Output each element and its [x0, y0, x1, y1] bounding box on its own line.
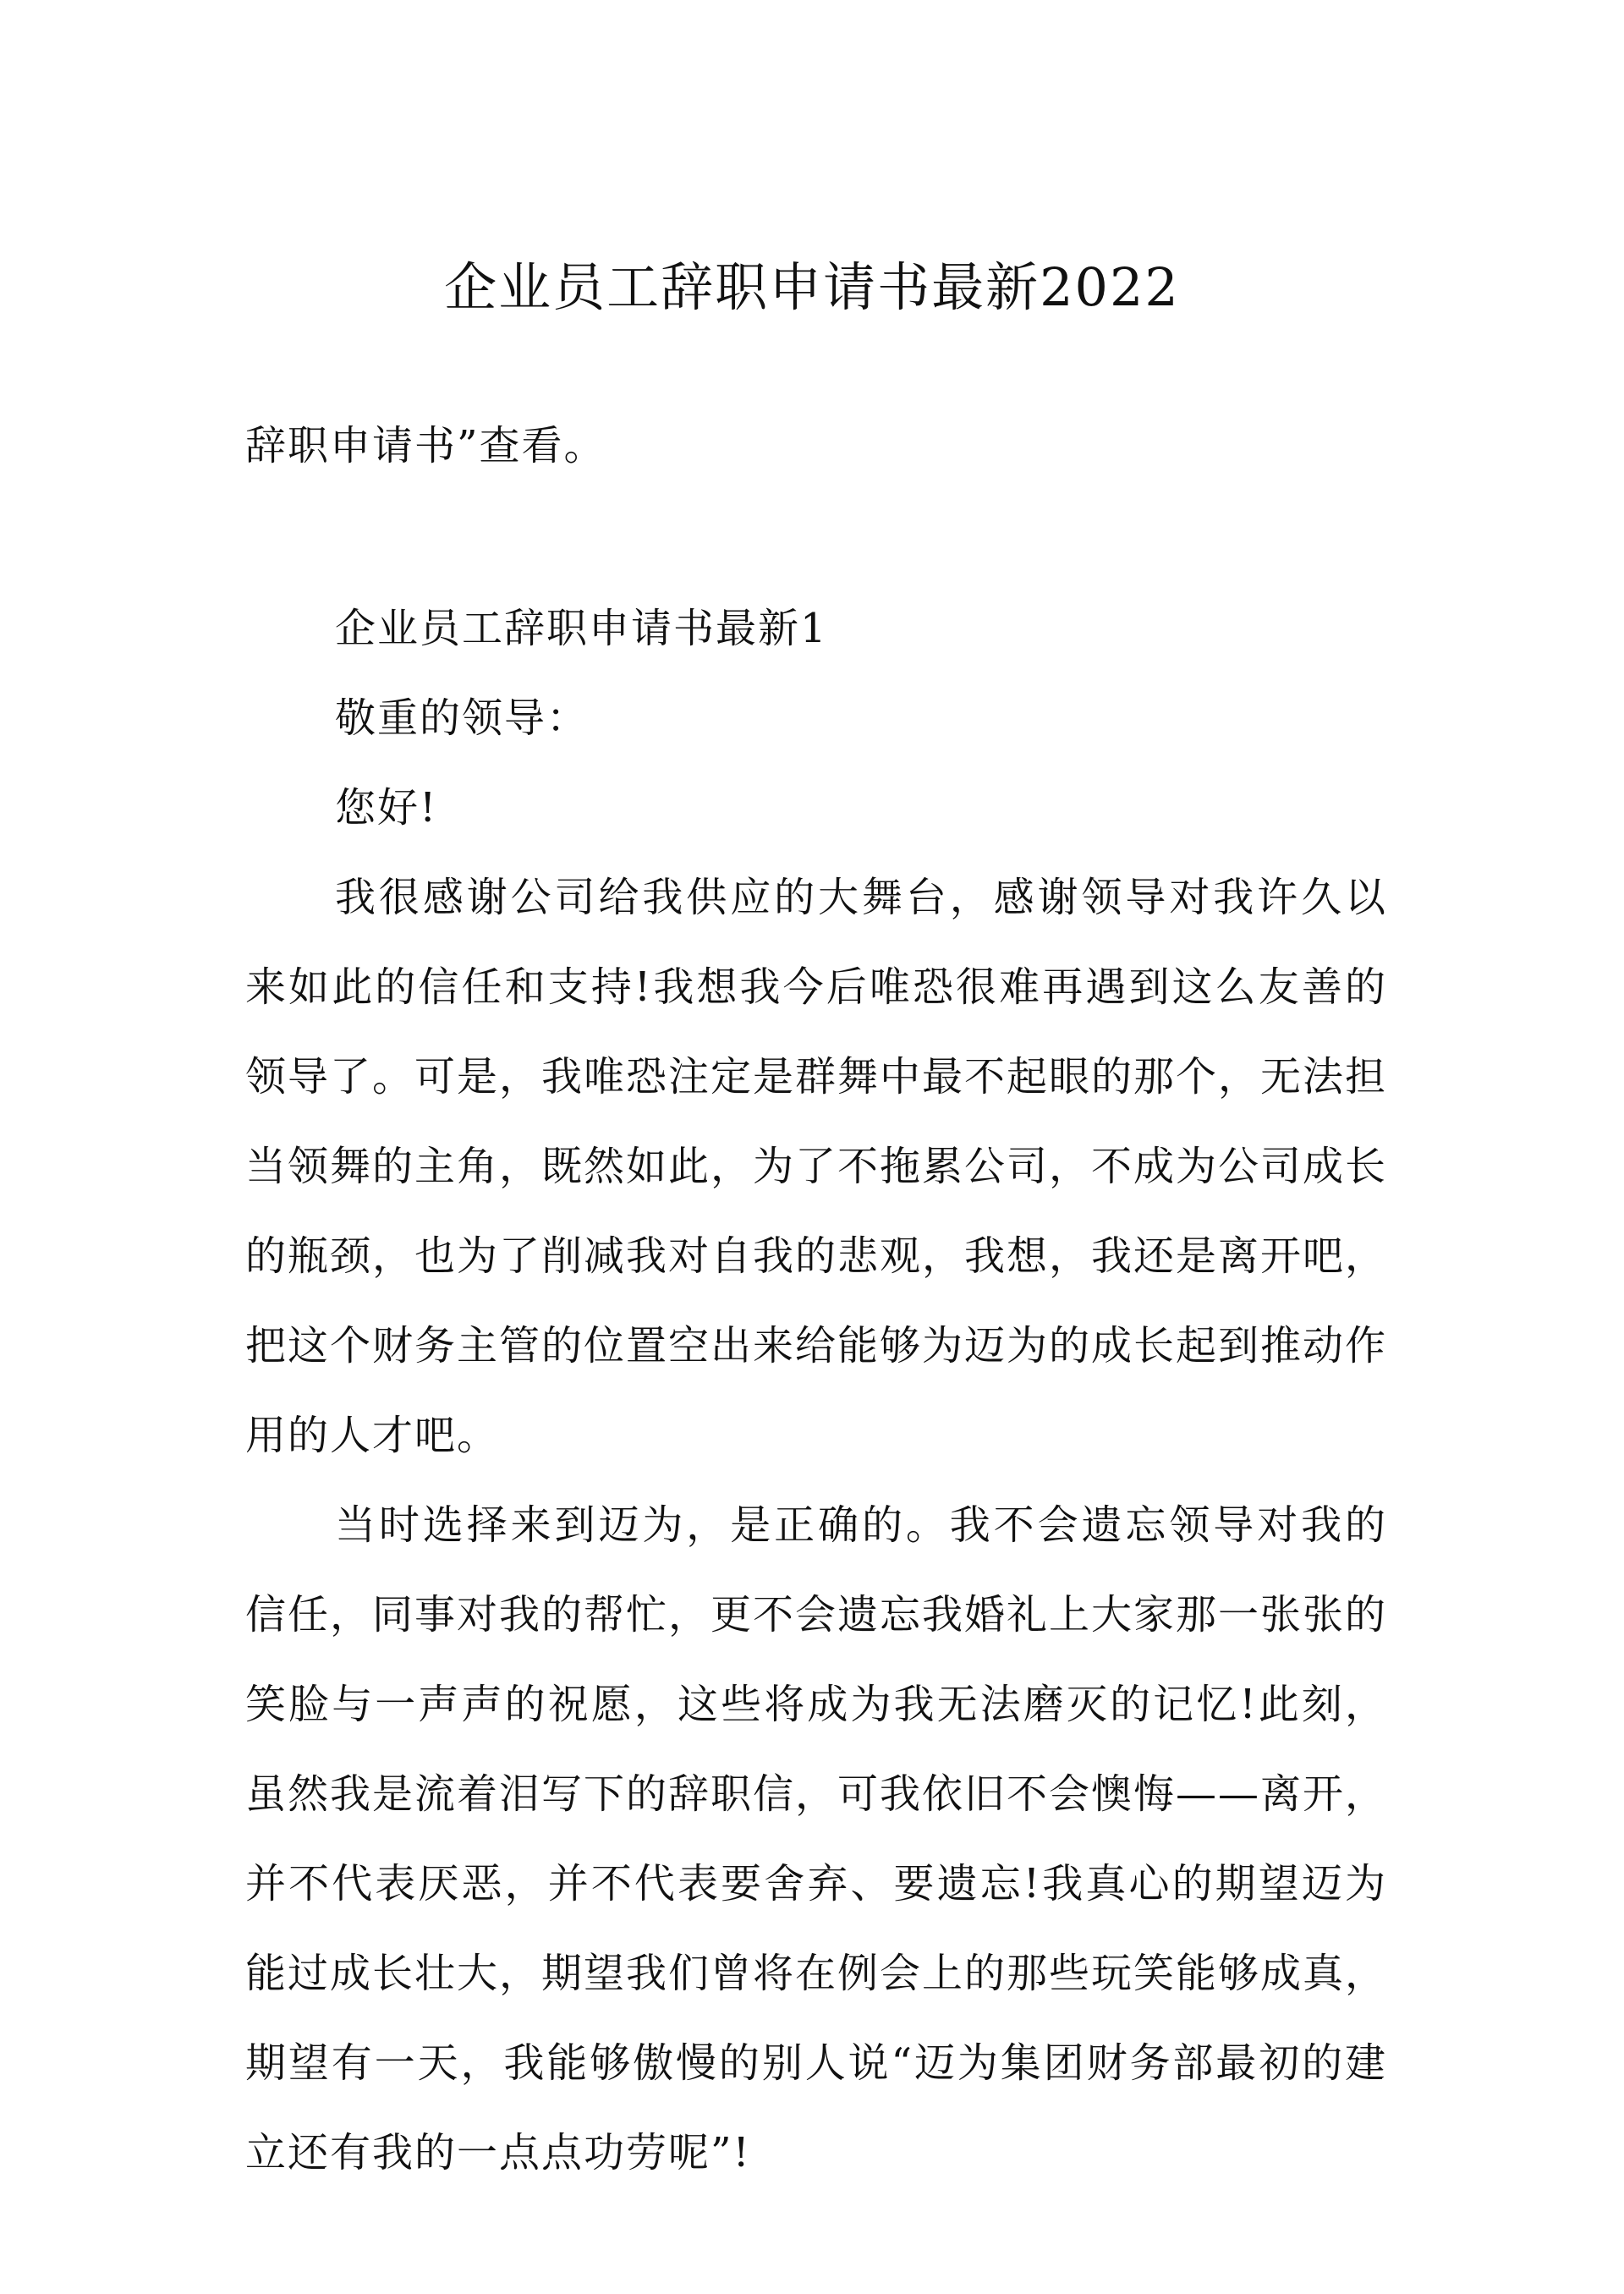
section-heading: 企业员工辞职申请书最新1: [335, 605, 828, 652]
document-title: 企业员工辞职申请书最新2022: [444, 256, 1180, 318]
paragraph-gap: [245, 491, 1387, 584]
body-paragraph-1: 我很感谢公司给我供应的大舞台，感谢领导对我许久以来如此的信任和支持!我想我今后唯恐很难再遇到这么友善的领导了。可是，我唯恐注定是群舞中最不起眼的那个，无法担当领舞的主角，既然如此，为了不拖累公司，不成为公司成长的瓶颈，也为了削减我对自我的悲观，我想，我还是离开吧，把这个财务主管的位置空出来给能够为迈为的成长起到推动作用的人才吧。: [245, 874, 1388, 1459]
salutation: 敬重的领导：: [335, 694, 590, 742]
intro-line: 辞职申请书”查看。: [245, 422, 606, 469]
document-body: [245, 401, 1387, 2198]
greeting: 您好!: [335, 784, 438, 831]
body-paragraph-2: 当时选择来到迈为，是正确的。我不会遗忘领导对我的信任，同事对我的帮忙，更不会遗忘我婚礼上大家那一张张的笑脸与一声声的祝愿，这些将成为我无法磨灭的记忆!此刻，虽然我是流着泪写下的辞职信，可我依旧不会懊悔——离开，并不代表厌恶，并不代表要舍弃、要遗忘!我真心的期望迈为能过成长壮大，期望我们曾将在例会上的那些玩笑能够成真，期望有一天，我能够傲慢的别人说“迈为集团财务部最初的建立还有我的一点点功劳呢”!: [245, 1501, 1388, 2176]
